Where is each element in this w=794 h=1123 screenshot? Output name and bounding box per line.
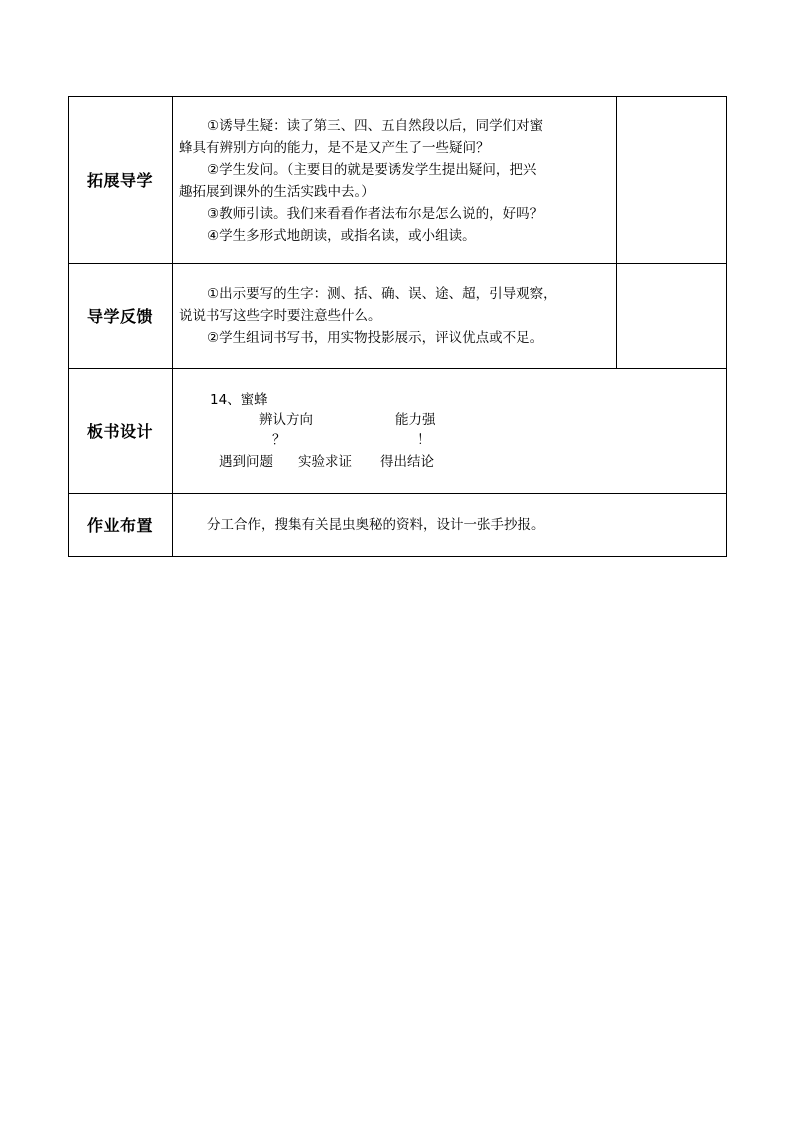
- row-content-extension: [179, 115, 611, 247]
- row-label-board-design: 板书设计: [86, 422, 153, 441]
- row-content-homework: [179, 514, 719, 536]
- text-line: ②学生组词书写书，用实物投影展示，评议优点或不足。: [207, 330, 544, 346]
- text-line: ④学生多形式地朗读，或指名读，或小组读。: [207, 228, 476, 244]
- text-line: 趣拓展到课外的生活实践中去。）: [179, 184, 375, 200]
- row-label-extension: 拓展导学: [86, 171, 153, 190]
- board-right-top: 能力强: [395, 412, 436, 428]
- board-title: 14、蜜蜂: [210, 392, 268, 408]
- row-label-homework: 作业布置: [86, 516, 153, 535]
- board-left-top: 辨认方向: [259, 412, 313, 428]
- row-content-feedback: [179, 283, 611, 349]
- board-step-1: 遇到问题: [219, 454, 273, 470]
- row-label-feedback: 导学反馈: [86, 307, 153, 326]
- text-line: ③教师引读。我们来看看作者法布尔是怎么说的，好吗？: [207, 206, 544, 222]
- table-border-bottom: [68, 556, 727, 557]
- table-border-right: [726, 96, 727, 557]
- text-line: ①出示要写的生字：测、括、确、误、途、超，引导观察，: [207, 286, 557, 302]
- board-exclamation-mark: ！: [417, 432, 431, 448]
- text-line: 分工合作，搜集有关昆虫奥秘的资料，设计一张手抄报。: [207, 517, 545, 533]
- label-column-divider: [172, 96, 173, 557]
- text-line: ②学生发问。（主要目的就是要诱发学生提出疑问，把兴: [207, 162, 537, 178]
- text-line: 说说书写这些字时要注意些什么。: [179, 308, 382, 324]
- text-line: 蜂具有辨别方向的能力，是不是又产生了一些疑问？: [179, 140, 490, 156]
- board-question-mark: ？: [272, 432, 286, 448]
- board-step-3: 得出结论: [380, 454, 434, 470]
- text-line: ①诱导生疑：读了第三、四、五自然段以后，同学们对蜜: [207, 118, 544, 134]
- board-step-2: 实验求证: [298, 454, 352, 470]
- lesson-plan-table: [68, 96, 727, 557]
- notes-column-divider: [616, 96, 617, 369]
